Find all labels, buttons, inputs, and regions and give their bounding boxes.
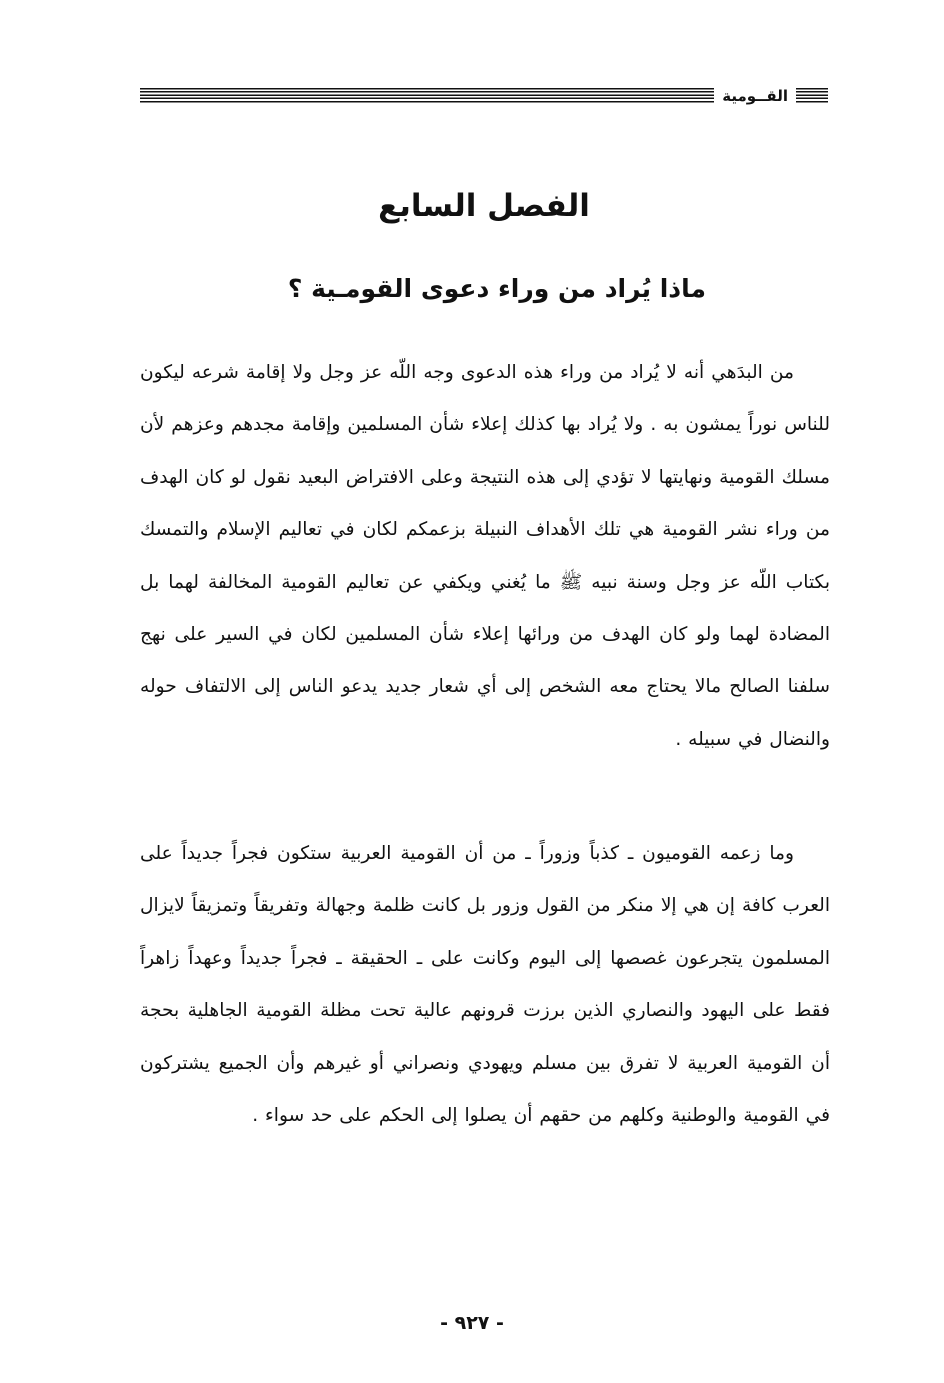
paragraph-1: من البدَهي أنه لا يُراد من وراء هذه الدعوى وجه اللّه عز وجل ولا إقامة شرعه ليكون للناس نوراً يمشون به . ولا يُراد بها كذلك إعلاء شأن المسلمين وإقامة مجدهم وعزهم لأن مسلك القومية ونهايتها لا تؤدي إلى هذه النتيجة وعلى الافتراض البعيد نقول لو كان الهدف من وراء نشر القومية هي تلك الأهداف النبيلة بزعمكم لكان في تعاليم الإسلام والتمسك بكتاب اللّه عز وجل وسنة نبيه ﷺ ما يُغني ويكفي عن تعاليم القومية المخالفة لهما بل المضادة لهما ولو كان الهدف من ورائها إعلاء شأن المسلمين لكان في السير على نهج سلفنا الصالح مالا يحتاج معه الشخص إلى أي شعار جديد يدعو الناس إلى الالتفاف حوله والنضال في سبيله . bbox=[140, 362, 830, 750]
running-title: القــومية bbox=[722, 86, 788, 105]
chapter-title: الفصل السابع bbox=[378, 188, 590, 224]
header-rule-short bbox=[796, 88, 828, 104]
page-number: - ٩٢٧ - bbox=[440, 1312, 504, 1334]
section-title: ماذا يُراد من وراء دعوى القومـية ؟ bbox=[287, 274, 706, 303]
paragraph-2: وما زعمه القوميون ـ كذباً وزوراً ـ من أن القومية العربية ستكون فجراً جديداً على العرب كافة إن هي إلا منكر من القول وزور بل كانت ظلمة وجهالة وتفريقاً وتمزيقاً لايزال المسلمون يتجرعون غصصها إلى اليوم وكانت على ـ الحقيقة ـ فجراً جديداً وعهداً زاهراً فقط على اليهود والنصاري الذين برزت قرونهم عالية تحت مظلة القومية الجاهلية بحجة أن القومية العربية لا تفرق بين مسلم ويهودي ونصراني أو غيرهم وأن الجميع يشتركون في القومية والوطنية وكلهم من حقهم أن يصلوا إلى الحكم على حد سواء . bbox=[140, 843, 830, 1127]
running-header bbox=[140, 84, 828, 108]
header-rule-long bbox=[140, 88, 714, 104]
